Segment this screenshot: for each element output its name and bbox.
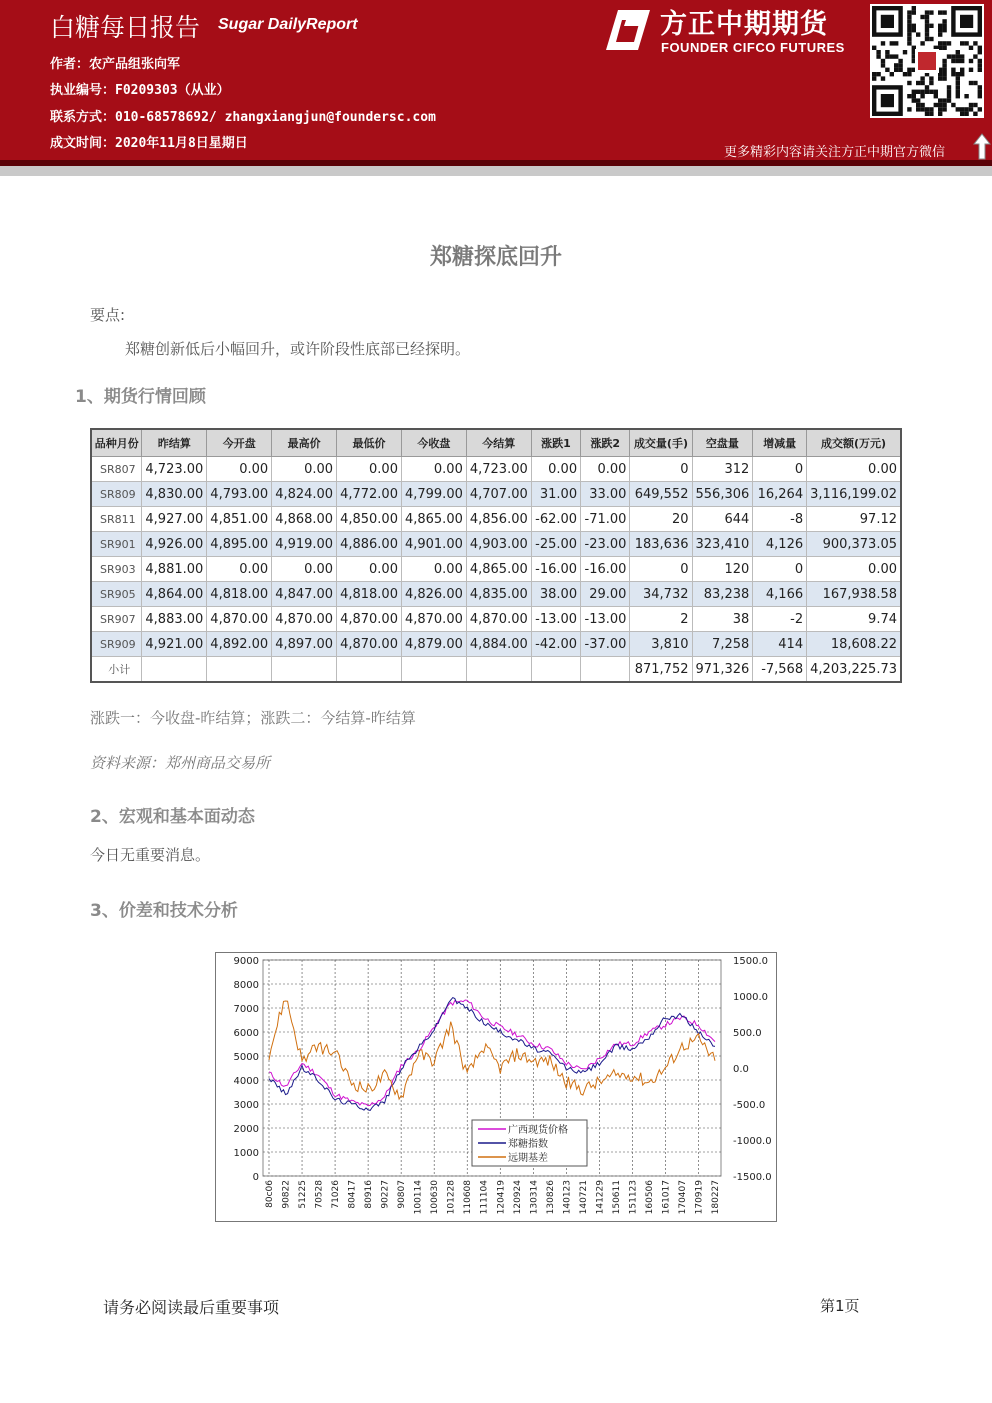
- table-cell: 4,723.00: [142, 457, 207, 482]
- table-cell: 0.00: [401, 457, 466, 482]
- table-row: [91, 557, 901, 582]
- table-cell: 38: [692, 607, 753, 632]
- total-cell: [466, 657, 531, 683]
- table-cell: -71.00: [581, 507, 630, 532]
- table-cell: 0: [753, 557, 807, 582]
- x-tick-label: 180227: [711, 1180, 721, 1215]
- table-cell: -16.00: [581, 557, 630, 582]
- x-tick-label: 140721: [578, 1180, 589, 1215]
- table-cell: 312: [692, 457, 753, 482]
- x-tick-label: 120419: [496, 1180, 507, 1215]
- table-cell: 4,927.00: [142, 507, 207, 532]
- total-cell: 4,203,225.73: [807, 657, 901, 683]
- table-cell: 4,903.00: [466, 532, 531, 557]
- company-name: 方正中期期货: [660, 9, 828, 40]
- section-heading-2: 2、宏观和基本面动态: [90, 807, 255, 827]
- total-cell: 871,752: [630, 657, 692, 683]
- x-tick-label: 71026: [331, 1180, 342, 1209]
- table-cell: 900,373.05: [807, 532, 901, 557]
- table-cell: 4,926.00: [142, 532, 207, 557]
- section-heading-3: 3、价差和技术分析: [90, 901, 238, 921]
- column-header: 最高价: [272, 429, 337, 457]
- report-title: 白糖每日报告: [50, 13, 201, 42]
- total-cell: [207, 657, 272, 683]
- table-cell: 4,870.00: [207, 607, 272, 632]
- x-tick-label: 151123: [628, 1180, 639, 1215]
- y-right-tick-label: 1000.0: [733, 992, 768, 1003]
- column-header: 今收盘: [401, 429, 466, 457]
- table-cell: 4,835.00: [466, 582, 531, 607]
- total-row: [91, 657, 901, 683]
- footer-disclaimer: 请务必阅读最后重要事项: [103, 1298, 280, 1317]
- table-cell: -62.00: [531, 507, 580, 532]
- table-cell: 0: [753, 457, 807, 482]
- y-left-tick-label: 7000: [233, 1004, 259, 1015]
- contact: 联系方式：010-68578692/ zhangxiangjun@foundersc.com: [50, 110, 436, 125]
- x-tick-label: 150611: [611, 1180, 622, 1215]
- contract-code: SR807: [91, 457, 142, 482]
- table-cell: -2: [753, 607, 807, 632]
- table-cell: 4,830.00: [142, 482, 207, 507]
- table-cell: 16,264: [753, 482, 807, 507]
- table-cell: -42.00: [531, 632, 580, 657]
- column-header: 成交量(手): [630, 429, 692, 457]
- x-tick-label: 90227: [380, 1180, 391, 1209]
- table-cell: 4,881.00: [142, 557, 207, 582]
- x-tick-label: 161017: [661, 1180, 672, 1215]
- y-left-tick-label: 1000: [233, 1148, 259, 1159]
- table-cell: 4,865.00: [401, 507, 466, 532]
- total-cell: 971,326: [692, 657, 753, 683]
- table-cell: -13.00: [531, 607, 580, 632]
- table-cell: 18,608.22: [807, 632, 901, 657]
- table-cell: 34,732: [630, 582, 692, 607]
- table-cell: 120: [692, 557, 753, 582]
- table-cell: 4,707.00: [466, 482, 531, 507]
- table-cell: 4,864.00: [142, 582, 207, 607]
- table-cell: 0: [630, 457, 692, 482]
- table-cell: 4,886.00: [337, 532, 402, 557]
- y-left-tick-label: 3000: [233, 1100, 259, 1111]
- column-header: 成交额(万元): [807, 429, 901, 457]
- table-cell: 4,824.00: [272, 482, 337, 507]
- column-header: 空盘量: [692, 429, 753, 457]
- report-title-en: Sugar DailyReport: [218, 16, 358, 33]
- y-right-tick-label: -500.0: [733, 1100, 766, 1111]
- x-tick-label: 80c06: [265, 1180, 275, 1208]
- table-cell: 4,883.00: [142, 607, 207, 632]
- report-date: 成文时间：2020年11月8日星期日: [50, 136, 248, 151]
- y-left-tick-label: 2000: [233, 1124, 259, 1135]
- x-tick-label: 170407: [677, 1180, 688, 1215]
- table-cell: 4,865.00: [466, 557, 531, 582]
- table-cell: 167,938.58: [807, 582, 901, 607]
- contract-code: SR909: [91, 632, 142, 657]
- table-cell: 4,868.00: [272, 507, 337, 532]
- y-left-tick-label: 6000: [233, 1028, 259, 1039]
- table-cell: 4,895.00: [207, 532, 272, 557]
- x-tick-label: 130314: [529, 1180, 540, 1215]
- table-cell: 4,166: [753, 582, 807, 607]
- table-row: [91, 607, 901, 632]
- table-note: 涨跌一：今收盘-昨结算；涨跌二：今结算-昨结算: [90, 709, 416, 727]
- y-right-tick-label: 1500.0: [733, 956, 768, 967]
- logo-icon: [604, 6, 652, 54]
- table-cell: 4,799.00: [401, 482, 466, 507]
- table-cell: 0.00: [272, 457, 337, 482]
- contract-code: SR809: [91, 482, 142, 507]
- license: 执业编号：F0209303（从业）: [50, 83, 230, 98]
- author: 作者：农产品组张向军: [50, 57, 181, 72]
- table-cell: 4,870.00: [401, 607, 466, 632]
- column-header: 增减量: [753, 429, 807, 457]
- table-cell: 0.00: [207, 557, 272, 582]
- total-label: 小计: [91, 657, 142, 683]
- table-cell: -23.00: [581, 532, 630, 557]
- table-cell: 0.00: [207, 457, 272, 482]
- keypoints-text: 郑糖创新低后小幅回升，或许阶段性底部已经探明。: [125, 340, 471, 358]
- table-cell: 4,884.00: [466, 632, 531, 657]
- table-row: [91, 482, 901, 507]
- x-tick-label: 70528: [314, 1180, 325, 1209]
- x-tick-label: 170919: [694, 1180, 705, 1215]
- section-heading-1: 1、期货行情回顾: [75, 387, 206, 407]
- x-tick-label: 140123: [562, 1180, 573, 1215]
- table-cell: 20: [630, 507, 692, 532]
- y-right-tick-label: -1000.0: [733, 1136, 772, 1147]
- x-tick-label: 110608: [463, 1180, 474, 1215]
- total-cell: [581, 657, 630, 683]
- table-cell: 4,901.00: [401, 532, 466, 557]
- wechat-note: 更多精彩内容请关注方正中期官方微信: [724, 145, 946, 160]
- table-cell: 323,410: [692, 532, 753, 557]
- table-cell: 556,306: [692, 482, 753, 507]
- table-cell: 4,772.00: [337, 482, 402, 507]
- column-header: 今结算: [466, 429, 531, 457]
- x-tick-label: 90807: [397, 1180, 408, 1209]
- x-tick-label: 80417: [347, 1180, 358, 1209]
- contract-code: SR905: [91, 582, 142, 607]
- table-cell: 4,897.00: [272, 632, 337, 657]
- table-cell: 0.00: [272, 557, 337, 582]
- y-left-tick-label: 8000: [233, 980, 259, 991]
- table-cell: 0.00: [401, 557, 466, 582]
- y-left-tick-label: 9000: [233, 956, 259, 967]
- y-right-tick-label: -1500.0: [733, 1172, 772, 1183]
- table-cell: 4,851.00: [207, 507, 272, 532]
- table-cell: 4,847.00: [272, 582, 337, 607]
- legend-label: 广西现货价格: [508, 1125, 568, 1136]
- table-cell: 4,818.00: [337, 582, 402, 607]
- x-tick-label: 100114: [413, 1180, 424, 1215]
- table-row: [91, 582, 901, 607]
- table-cell: 9.74: [807, 607, 901, 632]
- x-tick-label: 100630: [430, 1180, 441, 1215]
- x-tick-label: 120924: [512, 1180, 523, 1215]
- keypoints-label: 要点:: [90, 306, 126, 324]
- qr-code-icon: [870, 4, 984, 118]
- table-cell: 3,810: [630, 632, 692, 657]
- table-cell: 2: [630, 607, 692, 632]
- legend-label: 郑糖指数: [508, 1139, 548, 1150]
- table-cell: 0.00: [337, 457, 402, 482]
- table-cell: 97.12: [807, 507, 901, 532]
- table-cell: 0: [630, 557, 692, 582]
- total-cell: [531, 657, 580, 683]
- x-tick-label: 130826: [545, 1180, 556, 1215]
- table-cell: 31.00: [531, 482, 580, 507]
- column-header: 涨跌1: [531, 429, 580, 457]
- total-cell: [337, 657, 402, 683]
- contract-code: SR903: [91, 557, 142, 582]
- table-cell: 4,870.00: [337, 607, 402, 632]
- column-header: 昨结算: [142, 429, 207, 457]
- table-cell: 0.00: [531, 457, 580, 482]
- page-number: 第1页: [820, 1297, 860, 1315]
- table-row: [91, 507, 901, 532]
- x-tick-label: 90822: [281, 1180, 292, 1209]
- header-shadow: [0, 166, 992, 176]
- table-cell: -8: [753, 507, 807, 532]
- table-cell: 83,238: [692, 582, 753, 607]
- table-cell: 0.00: [337, 557, 402, 582]
- y-right-tick-label: 0.0: [733, 1064, 749, 1075]
- table-cell: 33.00: [581, 482, 630, 507]
- table-cell: -16.00: [531, 557, 580, 582]
- table-cell: 4,870.00: [337, 632, 402, 657]
- y-left-tick-label: 4000: [233, 1076, 259, 1087]
- table-cell: 0.00: [807, 457, 901, 482]
- total-cell: [142, 657, 207, 683]
- column-header: 品种月份: [91, 429, 142, 457]
- x-tick-label: 160506: [644, 1180, 655, 1215]
- table-header-row: [91, 429, 901, 457]
- table-cell: 4,826.00: [401, 582, 466, 607]
- table-cell: 4,793.00: [207, 482, 272, 507]
- table-row: [91, 532, 901, 557]
- table-cell: 4,818.00: [207, 582, 272, 607]
- market-table: [90, 428, 902, 683]
- total-cell: [401, 657, 466, 683]
- document-title: 郑糖探底回升: [429, 245, 562, 270]
- column-header: 今开盘: [207, 429, 272, 457]
- table-cell: 7,258: [692, 632, 753, 657]
- y-left-tick-label: 0: [252, 1172, 259, 1183]
- table-cell: 4,856.00: [466, 507, 531, 532]
- table-cell: 4,870.00: [466, 607, 531, 632]
- table-cell: 4,126: [753, 532, 807, 557]
- column-header: 涨跌2: [581, 429, 630, 457]
- table-cell: 0.00: [581, 457, 630, 482]
- table-cell: -13.00: [581, 607, 630, 632]
- contract-code: SR907: [91, 607, 142, 632]
- x-tick-label: 51225: [298, 1180, 309, 1209]
- table-cell: 4,921.00: [142, 632, 207, 657]
- legend-label: 远期基差: [508, 1153, 548, 1164]
- y-left-tick-label: 5000: [233, 1052, 259, 1063]
- column-header: 最低价: [337, 429, 402, 457]
- table-row: [91, 632, 901, 657]
- table-cell: -37.00: [581, 632, 630, 657]
- data-source: 资料来源：郑州商品交易所: [90, 754, 271, 772]
- price-spread-chart: [215, 952, 777, 1222]
- table-cell: 3,116,199.02: [807, 482, 901, 507]
- table-cell: 414: [753, 632, 807, 657]
- contract-code: SR811: [91, 507, 142, 532]
- table-cell: 4,850.00: [337, 507, 402, 532]
- table-cell: 4,892.00: [207, 632, 272, 657]
- table-cell: 4,919.00: [272, 532, 337, 557]
- table-cell: 38.00: [531, 582, 580, 607]
- table-cell: 644: [692, 507, 753, 532]
- table-cell: 4,870.00: [272, 607, 337, 632]
- table-cell: -25.00: [531, 532, 580, 557]
- x-tick-label: 80916: [364, 1180, 375, 1209]
- table-cell: 183,636: [630, 532, 692, 557]
- contract-code: SR901: [91, 532, 142, 557]
- table-cell: 4,723.00: [466, 457, 531, 482]
- table-cell: 4,879.00: [401, 632, 466, 657]
- up-arrow-icon: [973, 132, 991, 160]
- company-name-en: FOUNDER CIFCO FUTURES: [661, 40, 845, 55]
- x-tick-label: 101228: [446, 1180, 457, 1215]
- table-cell: 29.00: [581, 582, 630, 607]
- x-tick-label: 111104: [479, 1180, 490, 1215]
- total-cell: -7,568: [753, 657, 807, 683]
- x-tick-label: 141229: [595, 1180, 606, 1215]
- y-right-tick-label: 500.0: [733, 1028, 762, 1039]
- table-cell: 0.00: [807, 557, 901, 582]
- section2-text: 今日无重要消息。: [90, 846, 211, 864]
- table-row: [91, 457, 901, 482]
- total-cell: [272, 657, 337, 683]
- table-cell: 649,552: [630, 482, 692, 507]
